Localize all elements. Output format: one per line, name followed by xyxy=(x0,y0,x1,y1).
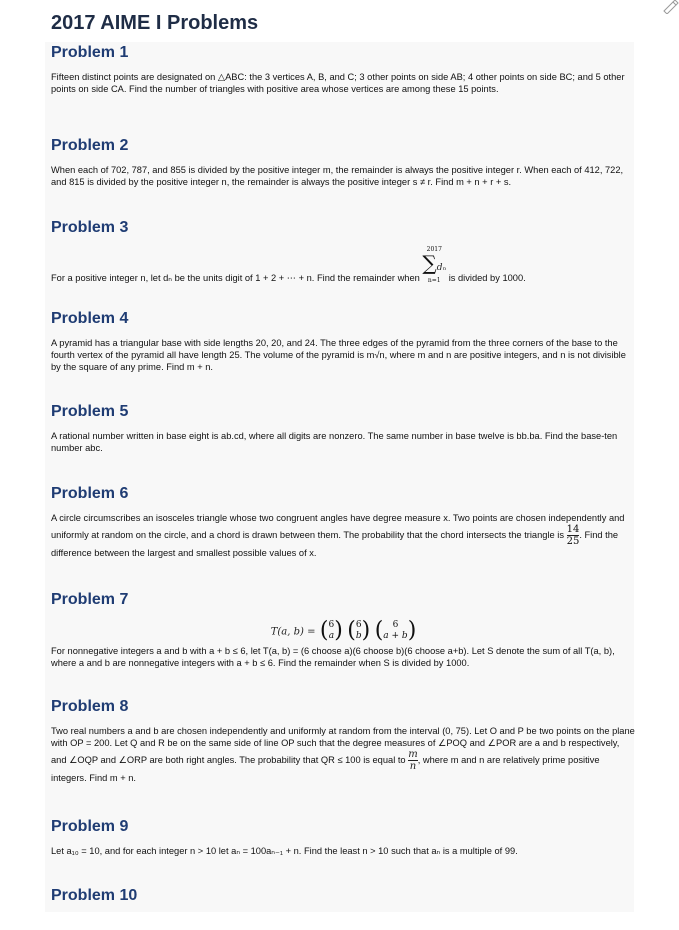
problem-heading: Problem 7 xyxy=(51,591,129,608)
problem-text xyxy=(51,725,636,784)
problem-3 xyxy=(51,219,636,284)
binomial-3: ( 6 a + b ) xyxy=(374,618,417,643)
problem-text: A pyramid has a triangular base with side lengths 20, 20, and 24. The three edges of the pyramid from the three corners of the base to the fourth vertex of the pyramid all have length 25. The volume of the pyramid is m√n, where m and n are positive integers, and n is not divisible by the square of any prime. Find m + n. xyxy=(51,338,626,372)
fraction-numerator: 14 xyxy=(566,524,580,535)
problem-text: A rational number written in base eight is ab.cd, where all digits are nonzero. The same number in base twelve is bb.ba. Find the base-ten number abc. xyxy=(51,431,618,453)
fraction xyxy=(567,524,580,547)
binomial-bottom: a + b xyxy=(383,630,408,641)
binomial-bottom: a xyxy=(328,630,335,641)
problem-8 xyxy=(51,698,636,784)
summation-body: dₙ xyxy=(436,263,447,273)
fraction xyxy=(408,749,417,772)
formula-lhs: T(a, b) = xyxy=(270,626,316,638)
problem-text xyxy=(51,512,636,559)
problem-heading: Problem 8 xyxy=(51,698,129,715)
problem-heading: Problem 3 xyxy=(51,219,129,236)
problem-7 xyxy=(51,591,636,669)
problem-9 xyxy=(51,818,636,857)
problem-heading: Problem 4 xyxy=(51,310,129,327)
problem-text: When each of 702, 787, and 855 is divided by the positive integer m, the remainder is always the positive integer r. When each of 412, 722, and 815 is divided by the positive integer n, the remainder is always the positive integer s ≠ r. Find m + n + r + s. xyxy=(51,165,624,187)
fraction-denominator: 25 xyxy=(566,536,580,547)
problem-heading: Problem 9 xyxy=(51,818,129,835)
problem-heading: Problem 10 xyxy=(51,887,138,904)
fraction-denominator: n xyxy=(409,761,417,772)
problem-2 xyxy=(51,137,636,188)
binomial-top: 6 xyxy=(392,619,399,630)
problem-text-after: , where m and n are relatively prime positive integers. Find m + n. xyxy=(51,754,600,783)
problem-text: Let a₁₀ = 10, and for each integer n > 10 let aₙ = 100aₙ₋₁ + n. Find the least n > 10 such that aₙ is a multiple of 99. xyxy=(51,846,518,856)
pencil-edit-icon[interactable] xyxy=(661,0,679,14)
problem-6 xyxy=(51,485,636,559)
problem-text-before: For a positive integer n, let dₙ be the units digit of 1 + 2 + ⋯ + n. Find the remainder when xyxy=(51,273,420,283)
binomial-top: 6 xyxy=(355,619,362,630)
problem-5 xyxy=(51,403,636,454)
binomial-1: ( 6 a ) xyxy=(319,618,343,643)
problem-heading: Problem 2 xyxy=(51,137,129,154)
problem-1 xyxy=(51,44,636,95)
problem-text-before: Two real numbers a and b are chosen independently and uniformly at random from the interval (0, 75). Let O and P be two points on the plane with OP = 200. Let Q and R be on the same side of line OP such that the degree measures of ∠POQ and ∠POR are a and b respectively, and ∠OQP and ∠ORP are both right angles. The probability that QR ≤ 100 is equal to xyxy=(51,726,635,765)
problem-4 xyxy=(51,310,636,373)
problem-text xyxy=(51,246,636,284)
problem-text: Fifteen distinct points are designated on △ABC: the 3 vertices A, B, and C; 3 other points on side AB; 4 other points on side BC; and 5 other points on side CA. Find the number of triangles with positive area whose vertices are among these 15 points. xyxy=(51,72,625,94)
binomial-2: ( 6 b ) xyxy=(347,618,371,643)
fraction-numerator: m xyxy=(408,749,418,760)
summation-upper: 2017 xyxy=(426,246,442,253)
page-title: 2017 AIME I Problems xyxy=(51,12,259,34)
problem-text: For nonnegative integers a and b with a + b ≤ 6, let T(a, b) = (6 choose a)(6 choose b)(6 choose a+b). Let S denote the sum of all T(a, b), where a and b are nonnegative integers with a + b ≤ 6. Find the remainder when S is divided by 1000. xyxy=(51,646,615,668)
binomial-top: 6 xyxy=(328,619,335,630)
problem-text-after: . Find the difference between the largest and smallest possible values of x. xyxy=(51,529,619,558)
problem-10 xyxy=(51,887,636,914)
display-formula xyxy=(51,618,636,643)
problem-heading: Problem 6 xyxy=(51,485,129,502)
summation xyxy=(422,246,446,284)
binomial-bottom: b xyxy=(355,630,362,641)
problem-text-before: A circle circumscribes an isosceles triangle whose two congruent angles have degree measure x. Two points are chosen independently and uniformly at random on the circle, and a chord is drawn between them. The probability that the chord intersects the triangle is xyxy=(51,513,625,540)
sigma-icon: ∑dₙ xyxy=(422,251,447,275)
problem-heading: Problem 5 xyxy=(51,403,129,420)
summation-lower: n=1 xyxy=(427,277,441,284)
problem-heading: Problem 1 xyxy=(51,44,129,61)
problem-text-after: is divided by 1000. xyxy=(448,273,526,283)
